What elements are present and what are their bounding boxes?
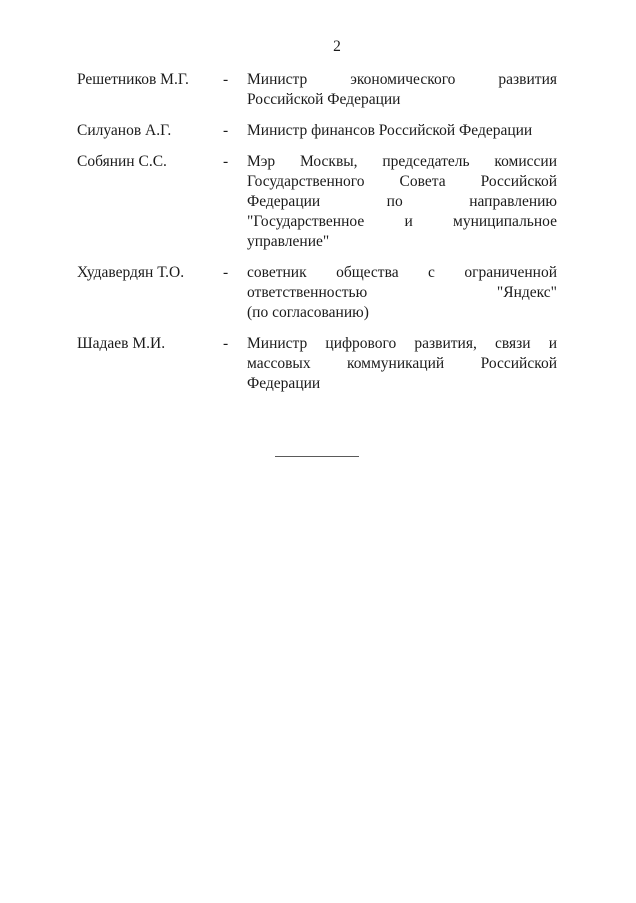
position-text <box>247 263 557 323</box>
person-name: Решетников М.Г. <box>77 71 189 88</box>
list-item <box>77 263 557 323</box>
position-line: "Государственное и муниципальное <box>247 213 557 230</box>
signature-divider-line <box>275 456 359 457</box>
position-line: Мэр Москвы, председатель комиссии <box>247 153 557 170</box>
dash-separator: - <box>223 71 229 88</box>
position-line: Министр цифрового развития, связи и <box>247 335 557 352</box>
position-line: Министр экономического развития <box>247 71 557 88</box>
list-item <box>77 121 557 141</box>
dash-separator: - <box>223 264 229 281</box>
officials-list <box>77 70 557 405</box>
position-text <box>247 121 557 141</box>
position-text <box>247 334 557 394</box>
list-item <box>77 152 557 252</box>
position-line: Федерации <box>247 375 321 392</box>
position-line: Российской Федерации <box>247 91 401 108</box>
position-line: Министр финансов Российской Федерации <box>247 122 533 139</box>
dash-separator: - <box>223 335 229 352</box>
person-name: Худавердян Т.О. <box>77 264 185 281</box>
position-text <box>247 70 557 110</box>
position-line: управление" <box>247 233 330 250</box>
position-line: массовых коммуникаций Российской <box>247 355 557 372</box>
list-item <box>77 334 557 394</box>
page-number: 2 <box>333 38 341 55</box>
dash-separator: - <box>223 153 229 170</box>
position-line: советник общества с ограниченной <box>247 264 557 281</box>
person-name: Силуанов А.Г. <box>77 122 172 139</box>
position-line: Федерации по направлению <box>247 193 557 210</box>
person-name: Собянин С.С. <box>77 153 167 170</box>
list-item <box>77 70 557 110</box>
position-line: Государственного Совета Российской <box>247 173 557 190</box>
position-line: (по согласованию) <box>247 304 369 321</box>
person-name: Шадаев М.И. <box>77 335 166 352</box>
position-line: ответственностью "Яндекс" <box>247 284 557 301</box>
dash-separator: - <box>223 122 229 139</box>
position-text <box>247 152 557 252</box>
